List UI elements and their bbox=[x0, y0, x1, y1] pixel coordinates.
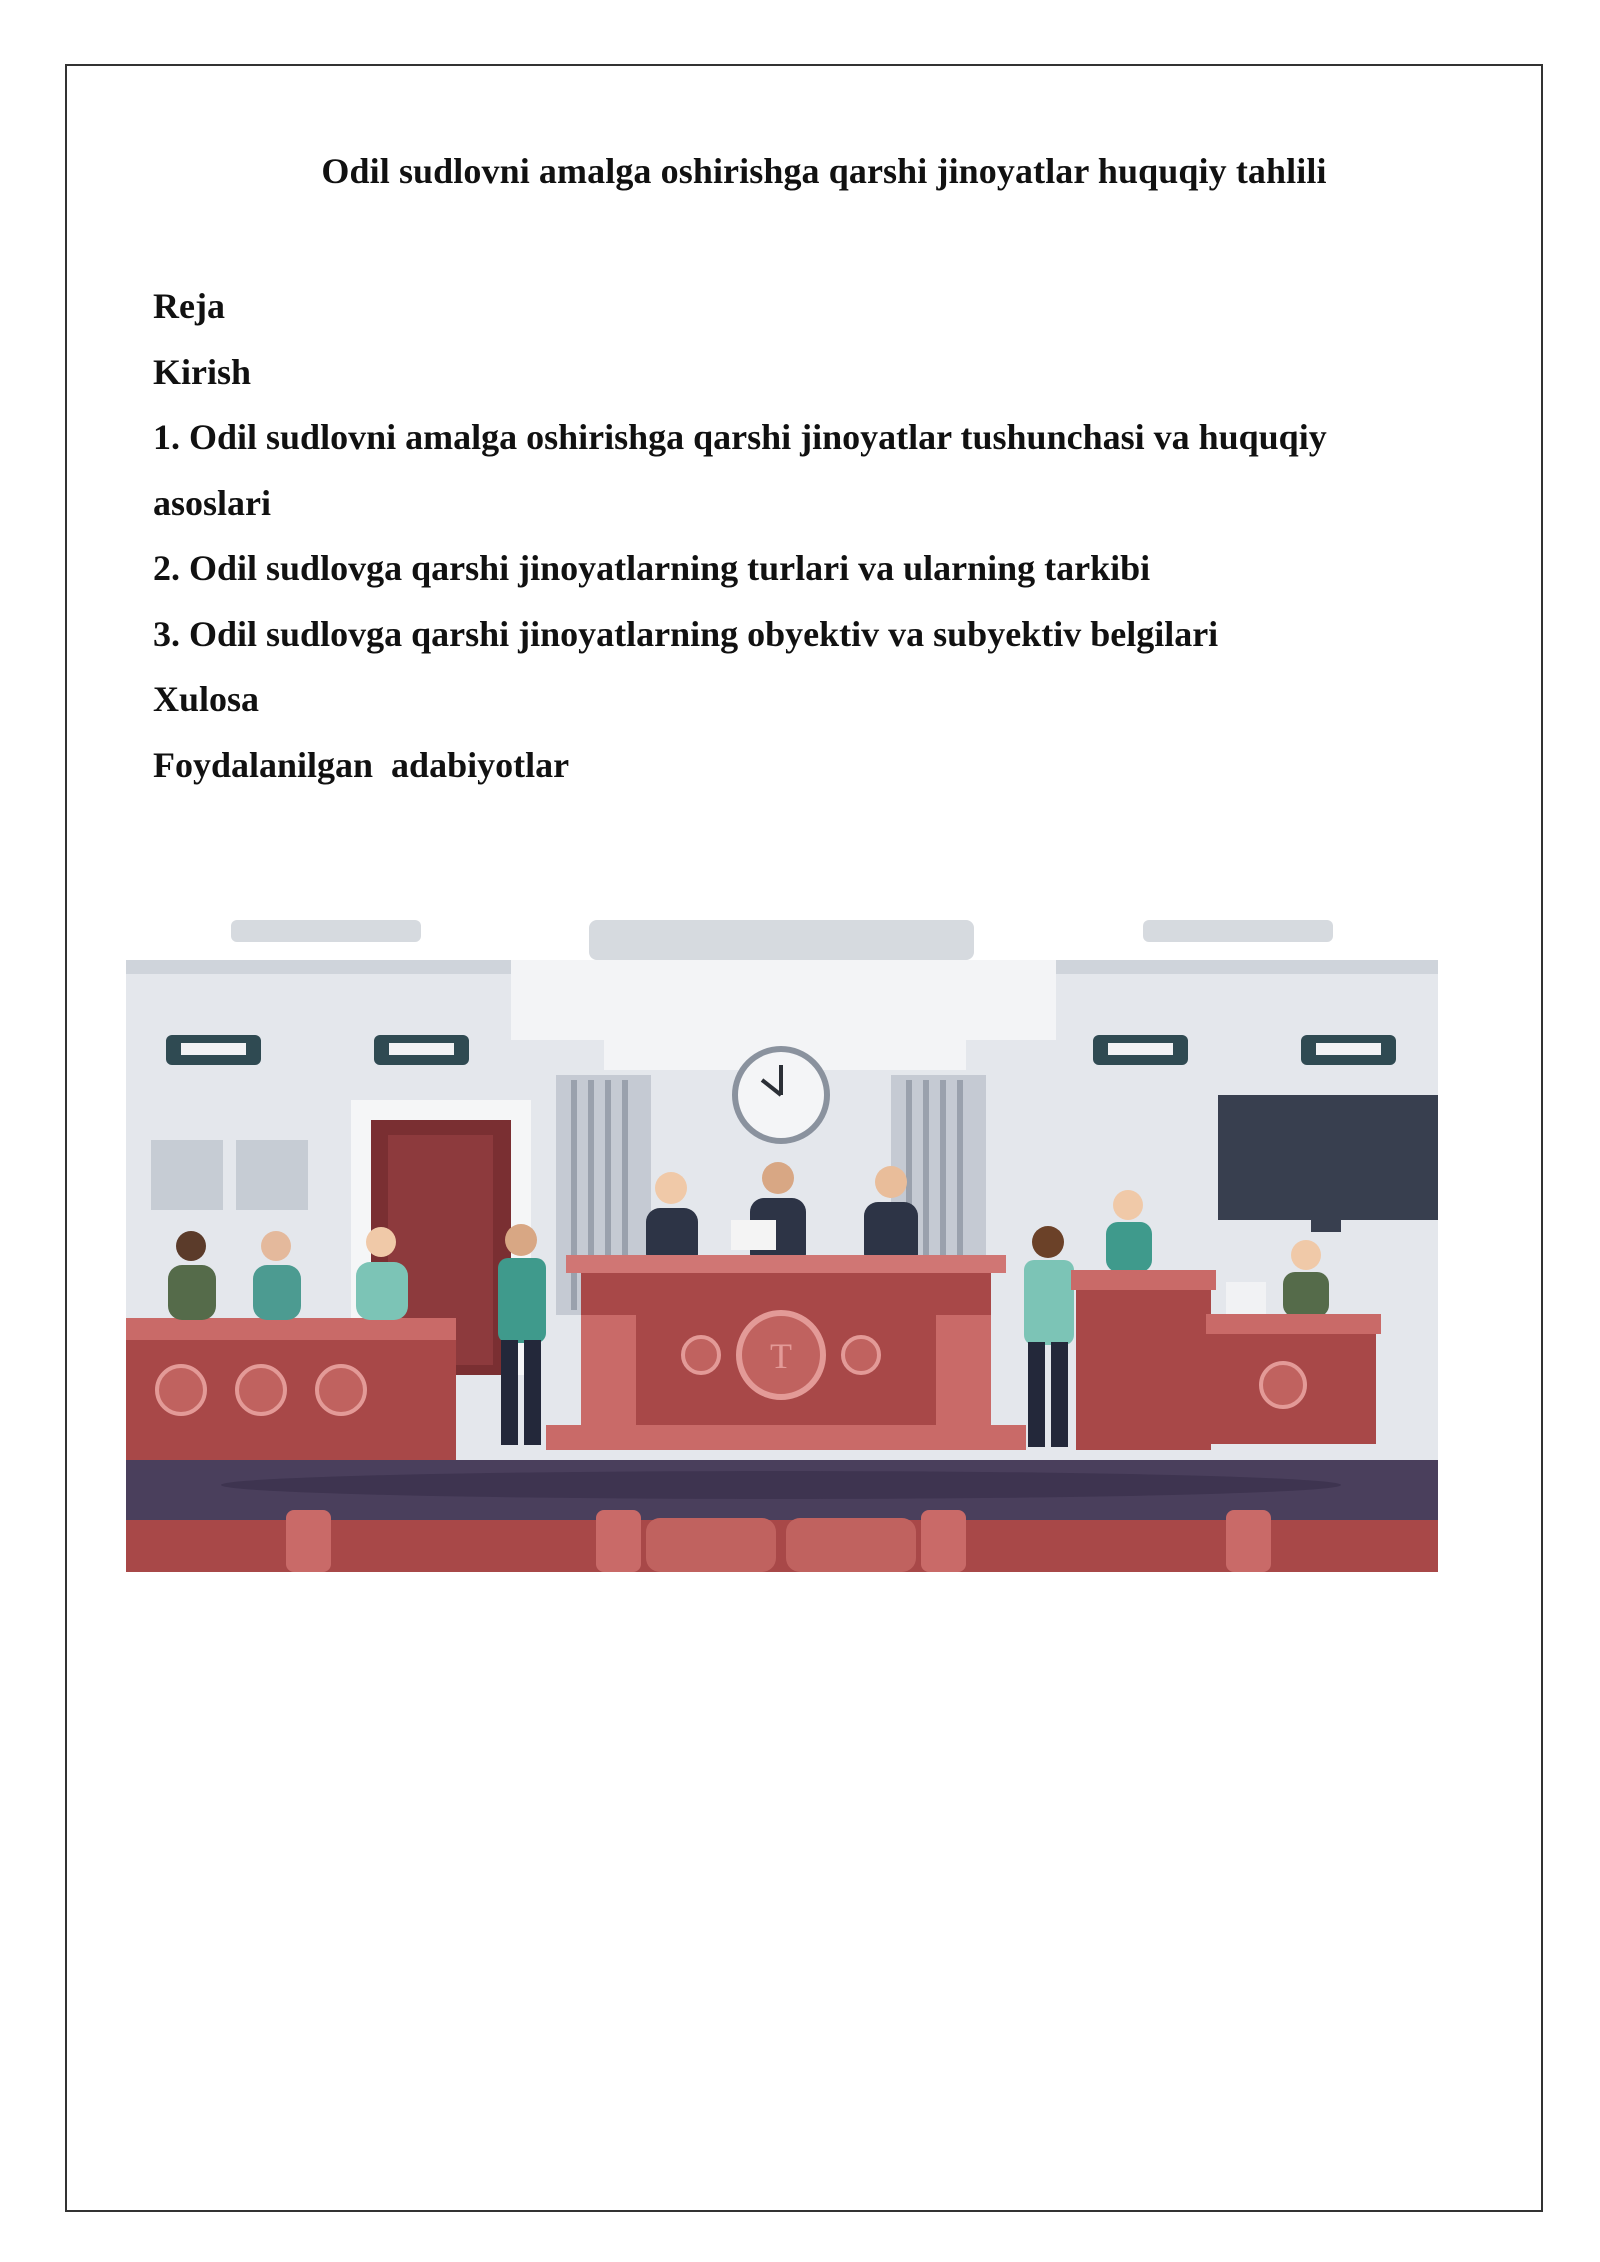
plan-item-3: 3. Odil sudlovga qarshi jinoyatlarning obyektiv va subyektiv belgilari bbox=[153, 613, 1219, 654]
plan-item-1: 1. Odil sudlovni amalga oshirishga qarshi jinoyatlar tushunchasi va huquqiy bbox=[153, 417, 1327, 457]
document-title: Odil sudlovni amalga oshirishga qarshi jinoyatlar huquqiy tahlili bbox=[321, 151, 1327, 191]
plan-list bbox=[153, 274, 1453, 798]
plan-item-introduction: Kirish bbox=[153, 351, 252, 392]
plan-item-conclusion: Xulosa bbox=[153, 679, 260, 719]
courtroom-illustration bbox=[126, 920, 1438, 1572]
plan-item-1-continued: asoslari bbox=[153, 482, 272, 523]
svg-text:T: T bbox=[770, 1336, 792, 1376]
plan-item-2: 2. Odil sudlovga qarshi jinoyatlarning turlari va ularning tarkibi bbox=[153, 548, 1151, 588]
plan-item-references: Foydalanilgan adabiyotlar bbox=[153, 744, 570, 785]
plan-heading: Reja bbox=[153, 286, 225, 326]
